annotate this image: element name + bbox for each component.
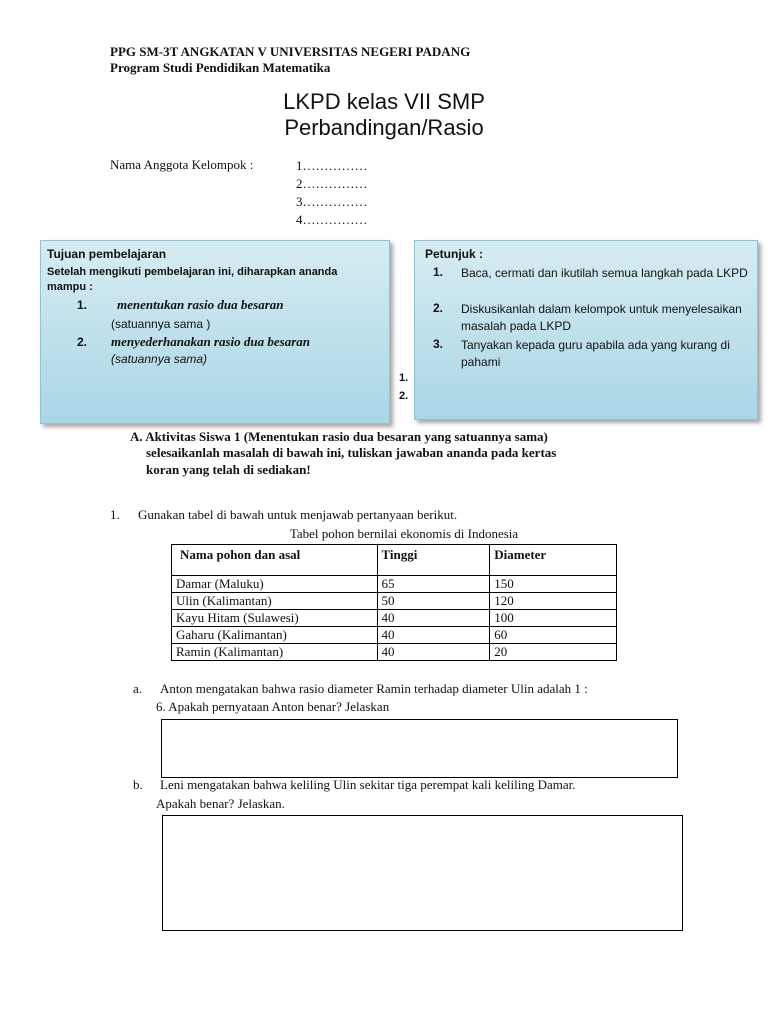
instructions-heading: Petunjuk : bbox=[425, 247, 484, 261]
instruction-1-num: 1. bbox=[433, 265, 444, 279]
activity-line-2: selesaikanlah masalah di bawah ini, tuliskan jawaban ananda pada kertas bbox=[146, 445, 557, 460]
objective-1-sub: (satuannya sama ) bbox=[111, 317, 211, 331]
cell-tree-name: Ulin (Kalimantan) bbox=[172, 593, 378, 610]
member-slot-4[interactable]: 4…………… bbox=[296, 212, 368, 227]
objective-1-text: menentukan rasio dua besaran bbox=[117, 297, 284, 312]
instruction-2-text: Diskusikanlah dalam kelompok untuk menyelesaikan masalah pada LKPD bbox=[461, 302, 742, 333]
sub-b-line-2: Apakah benar? Jelaskan. bbox=[156, 796, 285, 811]
members-label: Nama Anggota Kelompok : bbox=[110, 157, 254, 172]
activity-line-3: koran yang telah di sediakan! bbox=[146, 462, 311, 477]
stray-number-2: 2. bbox=[399, 390, 409, 402]
page-title: LKPD kelas VII SMP bbox=[283, 89, 485, 114]
sub-b-line-1: Leni mengatakan bahwa keliling Ulin sekitar tiga perempat kali keliling Damar. bbox=[160, 777, 576, 792]
instruction-3-num: 3. bbox=[433, 337, 444, 351]
member-slot-2[interactable]: 2…………… bbox=[296, 176, 368, 191]
header-institution: PPG SM-3T ANGKATAN V UNIVERSITAS NEGERI PADANG bbox=[110, 44, 471, 59]
member-slot-3[interactable]: 3…………… bbox=[296, 194, 368, 209]
stray-number-1: 1. bbox=[399, 372, 409, 384]
header-diameter: Diameter bbox=[490, 545, 617, 576]
cell-tree-name: Ramin (Kalimantan) bbox=[172, 644, 378, 661]
cell-height: 40 bbox=[377, 610, 490, 627]
table-caption: Tabel pohon bernilai ekonomis di Indonesia bbox=[289, 526, 519, 541]
activity-label: A. bbox=[130, 429, 143, 444]
table-row bbox=[172, 593, 617, 610]
header-program: Program Studi Pendidikan Matematika bbox=[110, 60, 331, 75]
sub-a-line-2: 6. Apakah pernyataan Anton benar? Jelaskan bbox=[156, 699, 390, 714]
cell-diameter: 60 bbox=[490, 627, 617, 644]
objectives-intro: Setelah mengikuti pembelajaran ini, diharapkan ananda mampu : bbox=[47, 266, 338, 293]
objectives-heading: Tujuan pembelajaran bbox=[47, 247, 167, 261]
member-slot-1[interactable]: 1…………… bbox=[296, 158, 368, 173]
cell-diameter: 20 bbox=[490, 644, 617, 661]
instruction-3-text: Tanyakan kepada guru apabila ada yang kurang di pahami bbox=[461, 338, 730, 369]
instructions-box bbox=[414, 240, 758, 420]
objectives-box bbox=[40, 240, 390, 424]
table-row bbox=[172, 610, 617, 627]
sub-b-label: b. bbox=[133, 777, 143, 792]
cell-tree-name: Damar (Maluku) bbox=[172, 576, 378, 593]
objective-2-num: 2. bbox=[77, 335, 88, 349]
answer-box-a[interactable] bbox=[161, 719, 678, 778]
cell-diameter: 100 bbox=[490, 610, 617, 627]
activity-heading bbox=[130, 428, 548, 445]
table-row bbox=[172, 644, 617, 661]
objective-1-num: 1. bbox=[77, 298, 88, 312]
instruction-1-text: Baca, cermati dan ikutilah semua langkah pada LKPD bbox=[461, 266, 748, 280]
answer-box-b[interactable] bbox=[162, 815, 683, 931]
members-list bbox=[296, 157, 368, 229]
header-tree-name: Nama pohon dan asal bbox=[172, 545, 378, 576]
cell-diameter: 120 bbox=[490, 593, 617, 610]
table-row bbox=[172, 576, 617, 593]
tree-table bbox=[171, 544, 617, 661]
cell-height: 65 bbox=[377, 576, 490, 593]
activity-title: Aktivitas Siswa 1 (Menentukan rasio dua besaran yang satuannya sama) bbox=[145, 429, 548, 444]
instruction-2-num: 2. bbox=[433, 301, 444, 315]
cell-height: 50 bbox=[377, 593, 490, 610]
table-row bbox=[172, 627, 617, 644]
header-height: Tinggi bbox=[377, 545, 490, 576]
objective-2-sub: (satuannya sama) bbox=[111, 352, 208, 366]
objective-2-text: menyederhanakan rasio dua besaran bbox=[111, 334, 310, 349]
cell-height: 40 bbox=[377, 627, 490, 644]
question-1-text: Gunakan tabel di bawah untuk menjawab pertanyaan berikut. bbox=[138, 507, 458, 522]
cell-tree-name: Gaharu (Kalimantan) bbox=[172, 627, 378, 644]
question-1-num: 1. bbox=[110, 507, 120, 522]
sub-a-label: a. bbox=[133, 681, 143, 696]
sub-a-line-1: Anton mengatakan bahwa rasio diameter Ramin terhadap diameter Ulin adalah 1 : bbox=[160, 681, 588, 696]
page-subtitle: Perbandingan/Rasio bbox=[284, 115, 484, 140]
table-header-row bbox=[172, 545, 617, 576]
cell-diameter: 150 bbox=[490, 576, 617, 593]
cell-tree-name: Kayu Hitam (Sulawesi) bbox=[172, 610, 378, 627]
cell-height: 40 bbox=[377, 644, 490, 661]
